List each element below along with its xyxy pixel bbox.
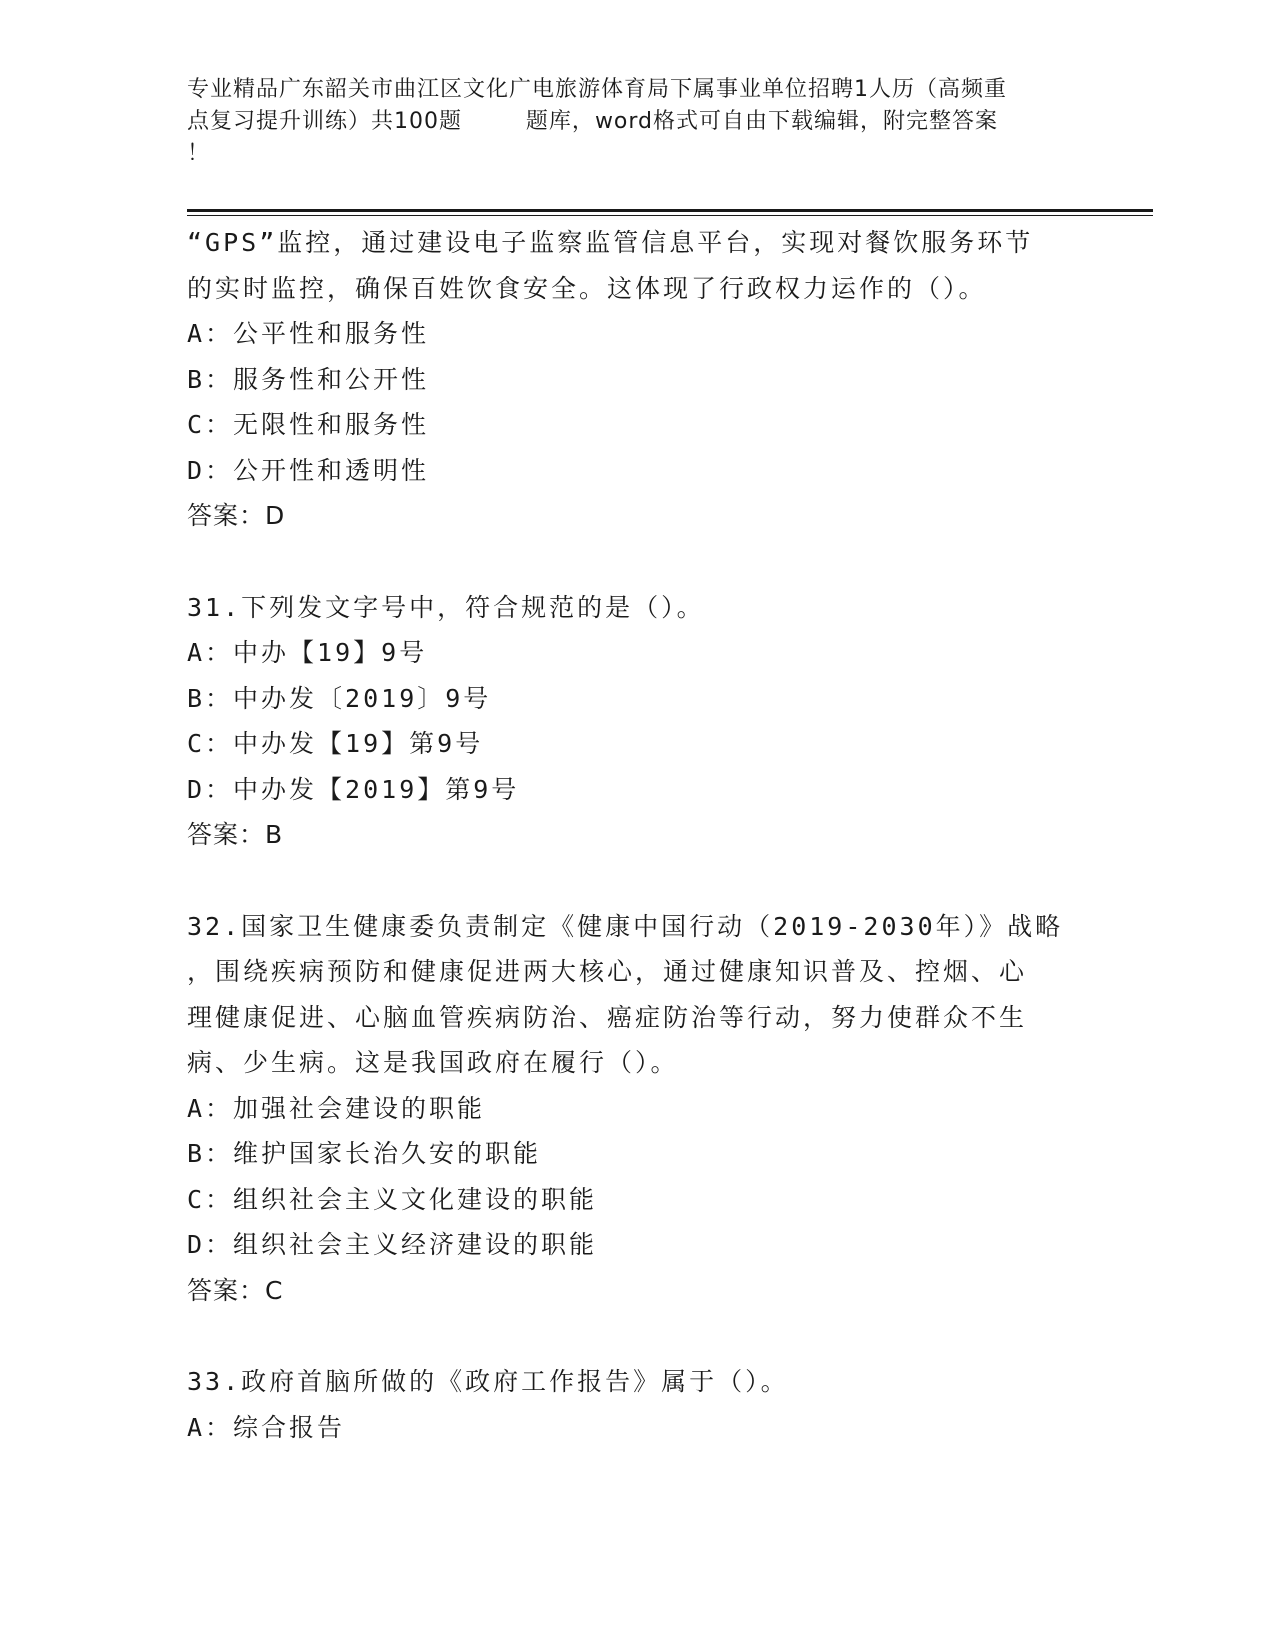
spacer bbox=[187, 1313, 1087, 1359]
question-stem: 理健康促进、心脑血管疾病防治、癌症防治等行动，努力使群众不生 bbox=[187, 1002, 1028, 1032]
answer: 答案：C bbox=[187, 1275, 284, 1305]
question-stem: 31.下列发文字号中，符合规范的是（）。 bbox=[187, 592, 705, 622]
option-b: B：中办发〔2019〕9号 bbox=[187, 683, 492, 713]
option-c: C：无限性和服务性 bbox=[187, 410, 430, 439]
header-line-2: 点复习提升训练）共100题 题库，word格式可自由下载编辑，附完整答案 bbox=[187, 109, 999, 134]
header-line-1: 专业精品广东韶关市曲江区文化广电旅游体育局下属事业单位招聘1人历（高频重 bbox=[187, 77, 1007, 102]
answer: 答案：B bbox=[187, 820, 284, 849]
question-stem: ，围绕疾病预防和健康促进两大核心，通过健康知识普及、控烟、心 bbox=[187, 957, 1028, 986]
question-stem: 32.国家卫生健康委负责制定《健康中国行动（2019-2030年）》战略 bbox=[187, 911, 1064, 941]
question-30 bbox=[187, 220, 1087, 539]
option-a: A：加强社会建设的职能 bbox=[187, 1093, 486, 1123]
option-c: C：组织社会主义文化建设的职能 bbox=[187, 1184, 598, 1214]
question-32 bbox=[187, 904, 1087, 1314]
question-31 bbox=[187, 585, 1087, 858]
spacer bbox=[187, 539, 1087, 585]
option-d: D：中办发【2019】第9号 bbox=[187, 774, 520, 804]
question-stem: 33.政府首脑所做的《政府工作报告》属于（）。 bbox=[187, 1367, 789, 1396]
question-stem: 病、少生病。这是我国政府在履行（）。 bbox=[187, 1048, 679, 1077]
spacer bbox=[187, 858, 1087, 904]
option-d: D：公开性和透明性 bbox=[187, 455, 430, 485]
option-a: A：中办【19】9号 bbox=[187, 638, 428, 667]
header-divider-thick bbox=[187, 209, 1153, 212]
header-divider-thin bbox=[187, 215, 1153, 216]
option-d: D：组织社会主义经济建设的职能 bbox=[187, 1230, 598, 1259]
question-stem: “GPS”监控，通过建设电子监察监管信息平台，实现对餐饮服务环节 bbox=[187, 228, 1034, 257]
option-b: B：维护国家长治久安的职能 bbox=[187, 1139, 542, 1168]
option-a: A：公平性和服务性 bbox=[187, 319, 430, 348]
option-c: C：中办发【19】第9号 bbox=[187, 729, 484, 758]
question-33 bbox=[187, 1359, 1087, 1450]
header-line-3: ！ bbox=[187, 141, 211, 166]
document-header bbox=[187, 74, 1087, 170]
option-a: A：综合报告 bbox=[187, 1412, 346, 1442]
option-b: B：服务性和公开性 bbox=[187, 364, 430, 394]
question-stem: 的实时监控，确保百姓饮食安全。这体现了行政权力运作的（）。 bbox=[187, 273, 987, 303]
question-list bbox=[187, 220, 1087, 1450]
answer: 答案：D bbox=[187, 501, 286, 530]
